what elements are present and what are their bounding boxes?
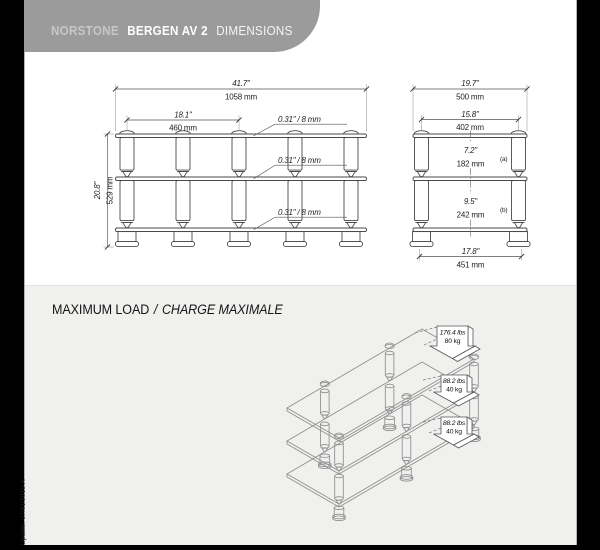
gap-a-mm: 182 mm bbox=[456, 159, 485, 169]
load-top-lbs: 176.4 lbs bbox=[439, 329, 466, 337]
gap-b-ref: (b) bbox=[500, 207, 508, 214]
title-bar bbox=[24, 0, 320, 52]
iso-leg-column bbox=[383, 343, 396, 431]
shelf-top bbox=[116, 134, 367, 138]
side-view-drawing bbox=[410, 79, 530, 270]
dim-bay-width-in: 18.1" bbox=[174, 110, 192, 120]
dim-overall-width bbox=[113, 79, 369, 131]
shelf-thickness-label: 0.31" / 8 mm bbox=[278, 208, 321, 217]
dim-overall-width-mm: 1058 mm bbox=[225, 92, 257, 102]
model-name: BERGEN AV 2 bbox=[127, 23, 208, 38]
load-middle-lbs: 88.2 lbs bbox=[442, 378, 466, 385]
dim-gap-a bbox=[457, 146, 508, 169]
maximum-load-fr: CHARGE MAXIMALE bbox=[161, 302, 283, 317]
dim-gap-b bbox=[457, 197, 508, 220]
section-title: DIMENSIONS bbox=[216, 23, 293, 38]
dim-overall-height-mm: 529 mm bbox=[105, 176, 115, 205]
load-arrow-bottom-shelf bbox=[423, 417, 479, 448]
front-view-drawing bbox=[93, 79, 369, 250]
dim-overall-depth-in: 19.7" bbox=[461, 79, 479, 88]
maximum-load-heading bbox=[52, 302, 283, 317]
load-top-kg: 80 kg bbox=[444, 338, 461, 345]
iso-leg-column bbox=[318, 381, 331, 469]
maximum-load-en: MAXIMUM LOAD bbox=[52, 302, 150, 317]
dim-overall-width-in: 41.7" bbox=[232, 79, 250, 88]
dim-bay-width bbox=[124, 111, 241, 133]
shelf-middle bbox=[413, 177, 527, 181]
gap-b-mm: 242 mm bbox=[456, 210, 485, 220]
dim-base-depth-mm: 451 mm bbox=[456, 260, 485, 270]
gap-b-in: 9.5" bbox=[463, 197, 478, 206]
brand-name: NORSTONE bbox=[50, 23, 119, 38]
shelf-bottom bbox=[116, 228, 367, 232]
dim-inner-depth bbox=[419, 110, 521, 132]
dim-inner-depth-in: 15.8" bbox=[461, 110, 479, 119]
load-bottom-kg: 40 kg bbox=[446, 428, 462, 436]
heading-separator: / bbox=[153, 302, 158, 317]
shelf-bottom bbox=[413, 228, 527, 232]
load-bottom-lbs: 88.2 lbs bbox=[442, 420, 466, 427]
dim-base-depth bbox=[417, 247, 524, 270]
dim-overall-height-in: 20.8" bbox=[93, 181, 102, 200]
shelf-middle bbox=[116, 177, 367, 181]
gap-a-in: 7.2" bbox=[463, 146, 478, 155]
shelf-thickness-label: 0.31" / 8 mm bbox=[278, 115, 321, 124]
dim-base-depth-in: 17.8" bbox=[461, 247, 480, 256]
gap-a-ref: (a) bbox=[500, 156, 508, 163]
dim-inner-depth-mm: 402 mm bbox=[456, 123, 484, 132]
load-arrow-middle-shelf bbox=[423, 375, 479, 406]
load-middle-kg: 40 kg bbox=[446, 386, 462, 394]
shelf-top bbox=[413, 134, 527, 138]
dim-overall-height bbox=[93, 131, 115, 249]
update-note: Update: 07/01/2010-A bbox=[20, 479, 27, 545]
title-line bbox=[24, 15, 293, 38]
dim-overall-depth-mm: 500 mm bbox=[456, 92, 484, 102]
dim-bay-width-mm: 460 mm bbox=[169, 123, 197, 133]
shelf-thickness-label: 0.31" / 8 mm bbox=[278, 156, 321, 165]
